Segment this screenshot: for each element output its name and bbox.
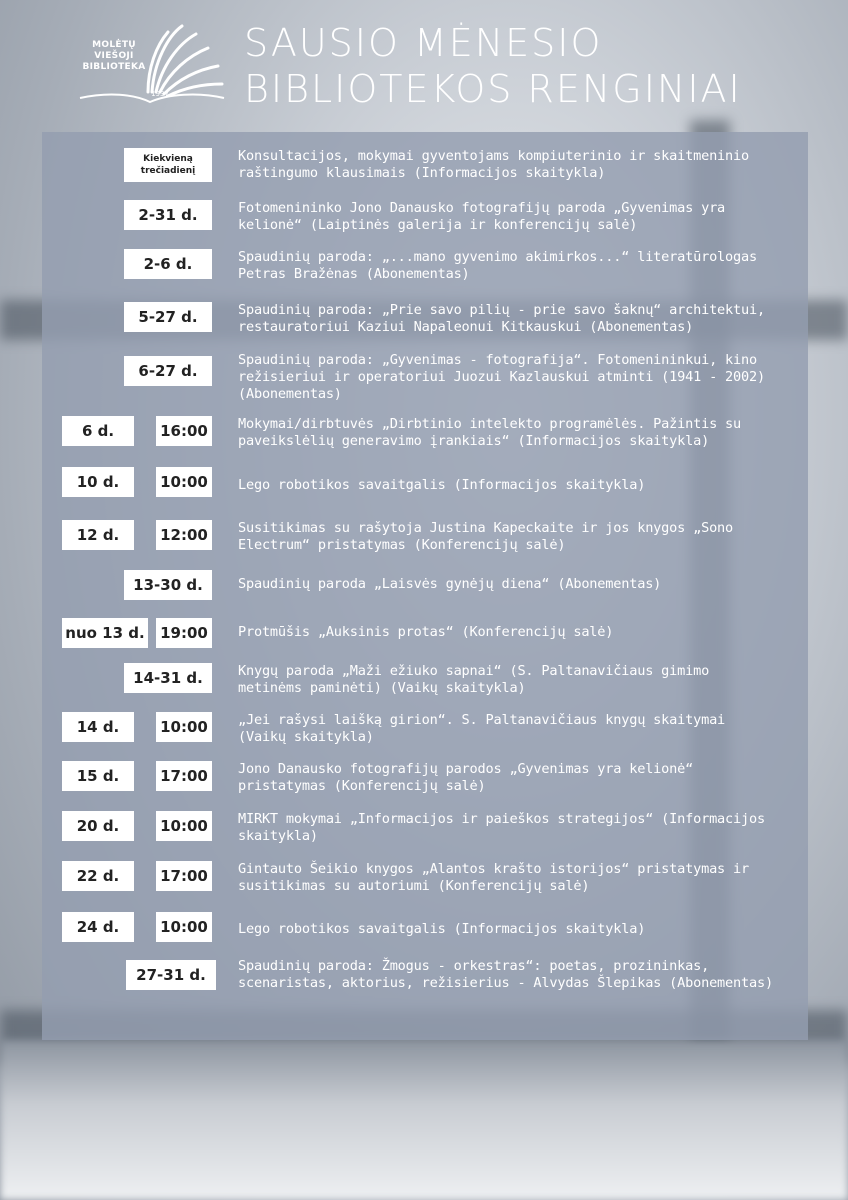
event-date: 27-31 d. xyxy=(126,960,216,990)
event-date: 13-30 d. xyxy=(124,570,212,600)
event-time: 16:00 xyxy=(156,416,212,446)
event-description: Fotomenininko Jono Danausko fotografijų paroda „Gyvenimas yra kelionė“ (Laiptinės galerija ir konferencijų salė) xyxy=(238,200,726,233)
page-title xyxy=(244,20,742,112)
event-description: Susitikimas su rašytoja Justina Kapeckaite ir jos knygos „Sono Electrum“ pristatymas (Konferencijų salė) xyxy=(238,520,734,553)
event-description: Spaudinių paroda: „...mano gyvenimo akimirkos...“ literatūrologas Petras Bražėnas (Abonementas) xyxy=(238,249,757,282)
event-description: Spaudinių paroda: „Gyvenimas - fotografija“. Fotomenininkui, kino režisieriui ir operatoriui Juozui Kazlauskui atminti (1941 - 2002) (Abonementas) xyxy=(238,352,765,402)
event-description: „Jei rašysi laišką girion“. S. Paltanavičiaus knygų skaitymai (Vaikų skaitykla) xyxy=(238,712,726,745)
event-time: 10:00 xyxy=(156,467,212,497)
event-date: 6 d. xyxy=(62,416,134,446)
event-description: Protmūšis „Auksinis protas“ (Konferencijų salė) xyxy=(238,624,614,640)
event-date: 14 d. xyxy=(62,712,134,742)
event-description: Spaudinių paroda: „Prie savo pilių - prie savo šaknų“ architektui, restauratoriui Kaziui Napaleonui Kitkauskui (Abonementas) xyxy=(238,302,765,335)
title-line-2: BIBLIOTEKOS RENGINIAI xyxy=(244,67,742,111)
logo-line-3: BIBLIOTEKA xyxy=(82,62,146,72)
event-date: 6-27 d. xyxy=(124,356,212,386)
event-time: 17:00 xyxy=(156,761,212,791)
event-date: 12 d. xyxy=(62,520,134,550)
library-logo xyxy=(78,22,228,112)
event-description: Lego robotikos savaitgalis (Informacijos skaitykla) xyxy=(238,921,646,937)
logo-line-2: VIEŠOJI xyxy=(94,51,134,61)
event-time: 10:00 xyxy=(156,811,212,841)
event-date: nuo 13 d. xyxy=(62,618,148,648)
event-date: 5-27 d. xyxy=(124,302,212,332)
event-date: 20 d. xyxy=(62,811,134,841)
logo-year: 1937 xyxy=(151,90,169,98)
event-time: 10:00 xyxy=(156,912,212,942)
event-description: Konsultacijos, mokymai gyventojams kompiuterinio ir skaitmeninio raštingumo klausimais (Informacijos skaitykla) xyxy=(238,148,749,181)
window-sill xyxy=(0,1040,848,1200)
event-date: 14-31 d. xyxy=(124,663,212,693)
event-date: 24 d. xyxy=(62,912,134,942)
event-date: 10 d. xyxy=(62,467,134,497)
event-description: Mokymai/dirbtuvės „Dirbtinio intelekto programėlės. Pažintis su paveikslėlių generavimo įrankiais“ (Informacijos skaitykla) xyxy=(238,416,742,449)
event-description: Lego robotikos savaitgalis (Informacijos skaitykla) xyxy=(238,477,646,493)
logo-line-1: MOLĖTŲ xyxy=(92,40,136,50)
title-line-1: SAUSIO MĖNESIO xyxy=(244,21,603,65)
event-date: 22 d. xyxy=(62,861,134,891)
event-description: Spaudinių paroda „Laisvės gynėjų diena“ (Abonementas) xyxy=(238,576,662,592)
event-time: 17:00 xyxy=(156,861,212,891)
event-description: Jono Danausko fotografijų parodos „Gyvenimas yra kelionė“ pristatymas (Konferencijų salė) xyxy=(238,761,694,794)
event-time: 12:00 xyxy=(156,520,212,550)
event-description: Knygų paroda „Maži ežiuko sapnai“ (S. Paltanavičiaus gimimo metinėms paminėti) (Vaikų skaitykla) xyxy=(238,663,710,696)
event-description: Spaudinių paroda: Žmogus - orkestras“: poetas, prozininkas, scenaristas, aktorius, režisierius - Alvydas Šlepikas (Abonementas) xyxy=(238,958,773,991)
event-date: 2-31 d. xyxy=(124,200,212,230)
event-date: Kiekvieną trečiadienį xyxy=(124,148,212,182)
event-date: 15 d. xyxy=(62,761,134,791)
event-description: MIRKT mokymai „Informacijos ir paieškos strategijos“ (Informacijos skaitykla) xyxy=(238,811,765,844)
events-panel xyxy=(42,132,808,1040)
event-time: 19:00 xyxy=(156,618,212,648)
event-date: 2-6 d. xyxy=(124,249,212,279)
event-time: 10:00 xyxy=(156,712,212,742)
event-description: Gintauto Šeikio knygos „Alantos krašto istorijos“ pristatymas ir susitikimas su autoriumi (Konferencijų salė) xyxy=(238,861,749,894)
